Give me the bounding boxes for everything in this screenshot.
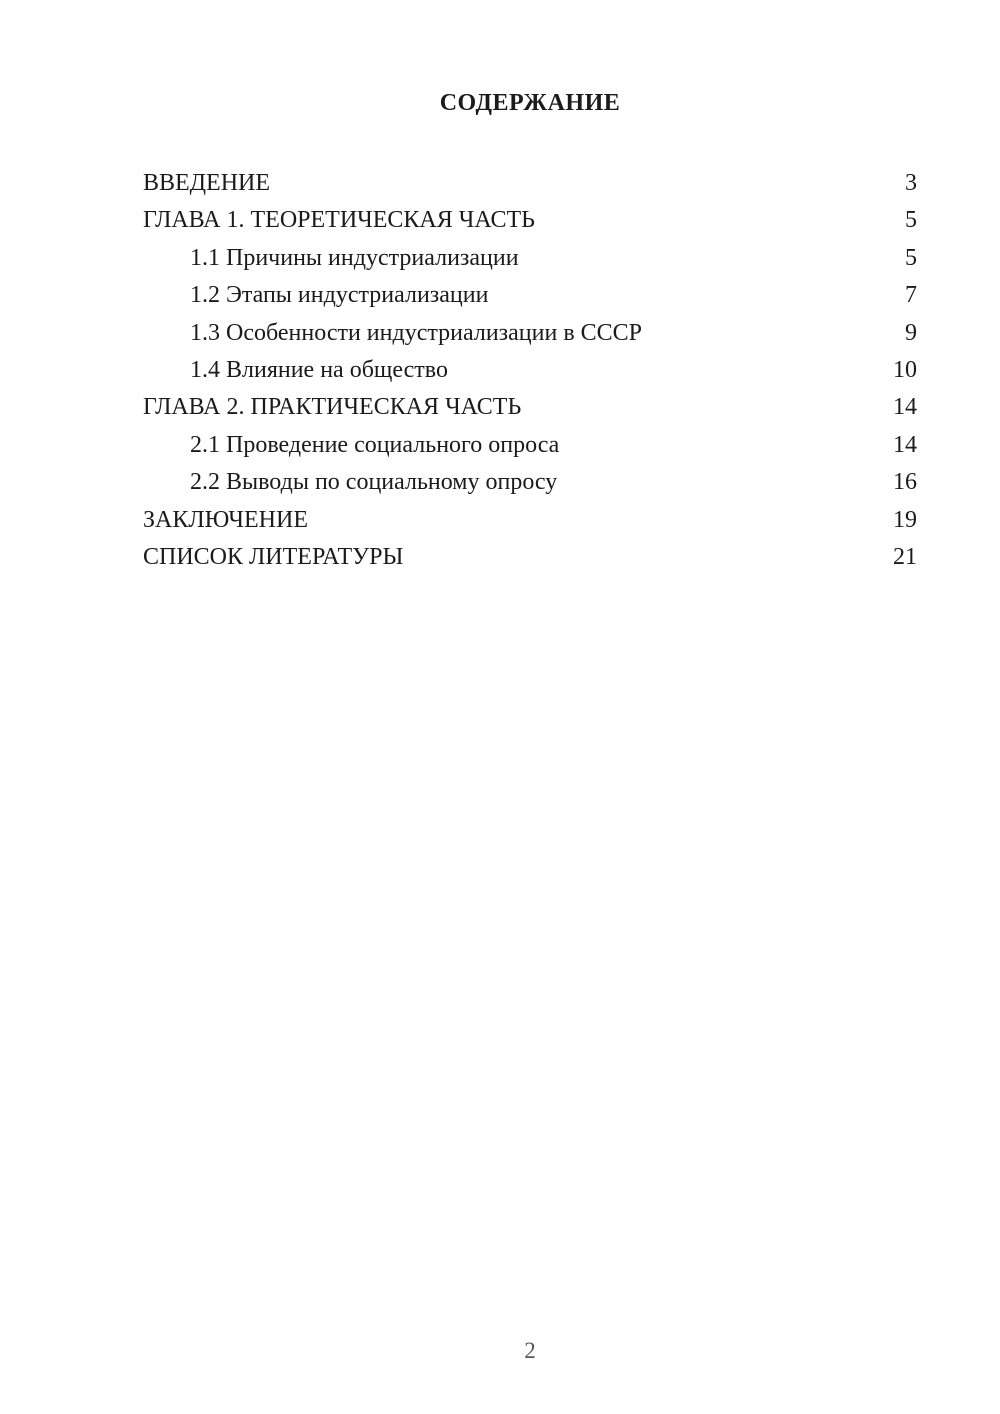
toc-entry (143, 352, 917, 389)
toc-entry-page-number: 3 (905, 170, 917, 196)
toc-entry-label: 1.3 Особенности индустриализации в СССР (190, 319, 643, 346)
toc-entry-page-number: 19 (893, 506, 917, 533)
table-of-contents (143, 165, 917, 576)
toc-entry-page-number: 21 (893, 544, 917, 571)
toc-entry (143, 427, 917, 464)
toc-entry (143, 539, 917, 576)
toc-entry-label: ГЛАВА 1. ТЕОРЕТИЧЕСКАЯ ЧАСТЬ (143, 207, 535, 234)
toc-entry-page-number: 14 (893, 431, 917, 458)
toc-entry-page-number: 5 (905, 207, 917, 234)
toc-entry-page-number: 9 (905, 319, 917, 346)
toc-entry-label: 2.1 Проведение социального опроса (190, 431, 560, 458)
page-title: СОДЕРЖАНИЕ (439, 90, 621, 116)
toc-entry (143, 389, 917, 426)
toc-entry-label: СПИСОК ЛИТЕРАТУРЫ (143, 544, 404, 571)
toc-entry-label: 1.2 Этапы индустриализации (190, 282, 489, 309)
toc-entry (143, 502, 917, 539)
toc-entry (143, 202, 917, 239)
toc-entry-page-number: 10 (893, 357, 917, 384)
toc-entry (143, 315, 917, 352)
toc-entry-label: 1.1 Причины индустриализации (190, 244, 519, 271)
page-number: 2 (524, 1338, 536, 1363)
toc-entry-label: ЗАКЛЮЧЕНИЕ (143, 506, 308, 533)
toc-entry (143, 165, 917, 202)
toc-entry-page-number: 16 (893, 469, 917, 496)
toc-entry-label: ГЛАВА 2. ПРАКТИЧЕСКАЯ ЧАСТЬ (143, 394, 522, 421)
toc-entry-label: 1.4 Влияние на общество (190, 357, 448, 384)
toc-entry (143, 240, 917, 277)
toc-entry-label: ВВЕДЕНИЕ (143, 170, 271, 196)
toc-entry-page-number: 5 (905, 244, 917, 271)
toc-entry (143, 277, 917, 314)
toc-entry-page-number: 14 (893, 394, 917, 421)
toc-entry-page-number: 7 (905, 282, 917, 309)
toc-entry-label: 2.2 Выводы по социальному опросу (190, 469, 558, 496)
toc-entry (143, 464, 917, 501)
